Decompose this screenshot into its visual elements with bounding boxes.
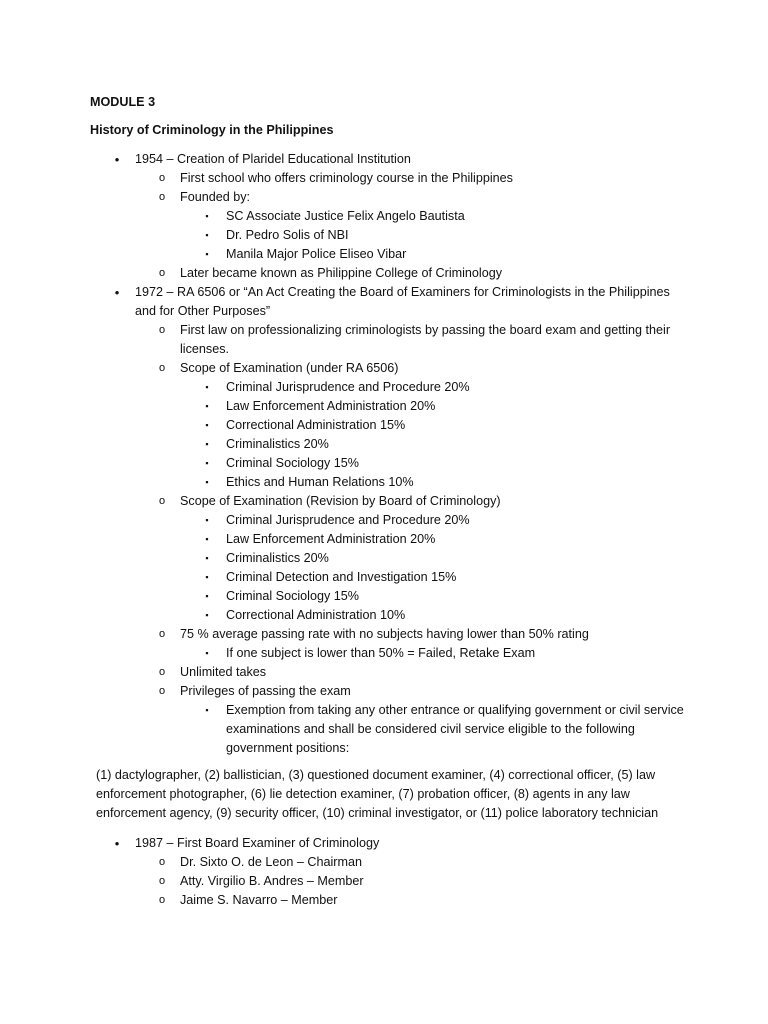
list-item-text: Scope of Examination (Revision by Board of Criminology)	[180, 494, 501, 508]
list-item	[90, 150, 688, 169]
bullet-icon: ▪	[205, 420, 209, 430]
list-item-text: Later became known as Philippine College of Criminology	[180, 266, 503, 280]
bullet-icon: ▪	[205, 572, 209, 582]
bullet-icon: ▪	[205, 382, 209, 392]
bullet-icon: ▪	[205, 458, 209, 468]
list-item	[90, 663, 688, 682]
list-item-text: 1972 – RA 6506 or “An Act Creating the Board of Examiners for Criminologists in the Philippines and for Other Purposes”	[135, 285, 670, 318]
list-item-text: Privileges of passing the exam	[180, 684, 351, 698]
bullet-icon: •	[114, 152, 120, 167]
list-item-text: 1987 – First Board Examiner of Criminology	[135, 836, 380, 850]
list-item-text: SC Associate Justice Felix Angelo Bautista	[226, 209, 465, 223]
list-item	[90, 188, 688, 207]
list-item	[90, 492, 688, 511]
list-item-text: If one subject is lower than 50% = Failed, Retake Exam	[226, 646, 536, 660]
bullet-icon: ▪	[205, 249, 209, 259]
list-item	[90, 549, 688, 568]
list-item	[90, 853, 688, 872]
board-examiners-list	[90, 834, 688, 910]
list-item-text: Dr. Sixto O. de Leon – Chairman	[180, 855, 363, 869]
list-item	[90, 397, 688, 416]
bullet-icon: o	[158, 856, 166, 868]
list-item-text: Dr. Pedro Solis of NBI	[226, 228, 349, 242]
positions-paragraph: (1) dactylographer, (2) ballistician, (3) questioned document examiner, (4) correctional officer, (5) law enforcement photographer, (6) lie detection examiner, (7) probation officer, (8) agents in any law enforcement agency, (9) security officer, (10) criminal investigator, or (11) police laboratory technician	[96, 768, 659, 820]
list-item	[90, 682, 688, 701]
bullet-icon: ▪	[205, 610, 209, 620]
outline-list	[90, 150, 688, 758]
bullet-icon: ▪	[205, 211, 209, 221]
bullet-icon: ▪	[205, 648, 209, 658]
list-item-text: Atty. Virgilio B. Andres – Member	[180, 874, 364, 888]
list-item	[90, 625, 688, 644]
list-item-text: Jaime S. Navarro – Member	[180, 893, 338, 907]
list-item	[90, 378, 688, 397]
list-item-text: Law Enforcement Administration 20%	[226, 399, 436, 413]
bullet-icon: o	[158, 685, 166, 697]
list-item-text: Manila Major Police Eliseo Vibar	[226, 247, 407, 261]
list-item-text: Correctional Administration 10%	[226, 608, 406, 622]
list-item-text: Criminal Jurisprudence and Procedure 20%	[226, 513, 470, 527]
bullet-icon: o	[158, 324, 166, 336]
list-item	[90, 226, 688, 245]
list-item	[90, 606, 688, 625]
bullet-icon: o	[158, 191, 166, 203]
bullet-icon: o	[158, 362, 166, 374]
list-item-text: Unlimited takes	[180, 665, 267, 679]
list-item	[90, 891, 688, 910]
bullet-icon: o	[158, 894, 166, 906]
bullet-icon: ▪	[205, 705, 209, 715]
bullet-icon: o	[158, 267, 166, 279]
list-item-text: First law on professionalizing criminologists by passing the board exam and getting their licenses.	[180, 323, 671, 356]
list-item	[90, 511, 688, 530]
bullet-icon: ▪	[205, 477, 209, 487]
bullet-icon: ▪	[205, 439, 209, 449]
list-item	[90, 435, 688, 454]
list-item-text: Criminalistics 20%	[226, 437, 329, 451]
list-item	[90, 568, 688, 587]
list-item	[90, 416, 688, 435]
module-title: MODULE 3	[90, 95, 156, 109]
bullet-icon: ▪	[205, 553, 209, 563]
list-item-text: 75 % average passing rate with no subjects having lower than 50% rating	[180, 627, 589, 641]
list-item	[90, 283, 688, 321]
list-item	[90, 587, 688, 606]
list-item	[90, 644, 688, 663]
bullet-icon: ▪	[205, 591, 209, 601]
list-item-text: Scope of Examination (under RA 6506)	[180, 361, 399, 375]
list-item-text: Criminal Sociology 15%	[226, 589, 359, 603]
list-item-text: Founded by:	[180, 190, 251, 204]
list-item	[90, 321, 688, 359]
list-item-text: 1954 – Creation of Plaridel Educational Institution	[135, 152, 411, 166]
list-item-text: Criminalistics 20%	[226, 551, 329, 565]
list-item	[90, 872, 688, 891]
list-item	[90, 359, 688, 378]
list-item-text: Exemption from taking any other entrance or qualifying government or civil service examinations and shall be considered civil service eligible to the following government positions:	[226, 703, 684, 755]
bullet-icon: ▪	[205, 230, 209, 240]
bullet-icon: o	[158, 495, 166, 507]
section-title: History of Criminology in the Philippines	[90, 123, 334, 137]
list-item-text: Criminal Detection and Investigation 15%	[226, 570, 457, 584]
list-item-text: Ethics and Human Relations 10%	[226, 475, 414, 489]
bullet-icon: ▪	[205, 515, 209, 525]
list-item	[90, 245, 688, 264]
list-item-text: First school who offers criminology course in the Philippines	[180, 171, 513, 185]
list-item-text: Criminal Sociology 15%	[226, 456, 359, 470]
list-item	[90, 207, 688, 226]
bullet-icon: o	[158, 628, 166, 640]
list-item-text: Criminal Jurisprudence and Procedure 20%	[226, 380, 470, 394]
bullet-icon: •	[114, 285, 120, 300]
list-item-text: Correctional Administration 15%	[226, 418, 406, 432]
list-item	[90, 701, 688, 758]
bullet-icon: o	[158, 666, 166, 678]
list-item	[90, 454, 688, 473]
bullet-icon: ▪	[205, 401, 209, 411]
list-item-text: Law Enforcement Administration 20%	[226, 532, 436, 546]
list-item	[90, 169, 688, 188]
bullet-icon: o	[158, 172, 166, 184]
list-item	[90, 473, 688, 492]
bullet-icon: ▪	[205, 534, 209, 544]
list-item	[90, 834, 688, 853]
list-item	[90, 264, 688, 283]
bullet-icon: •	[114, 836, 120, 851]
list-item	[90, 530, 688, 549]
bullet-icon: o	[158, 875, 166, 887]
